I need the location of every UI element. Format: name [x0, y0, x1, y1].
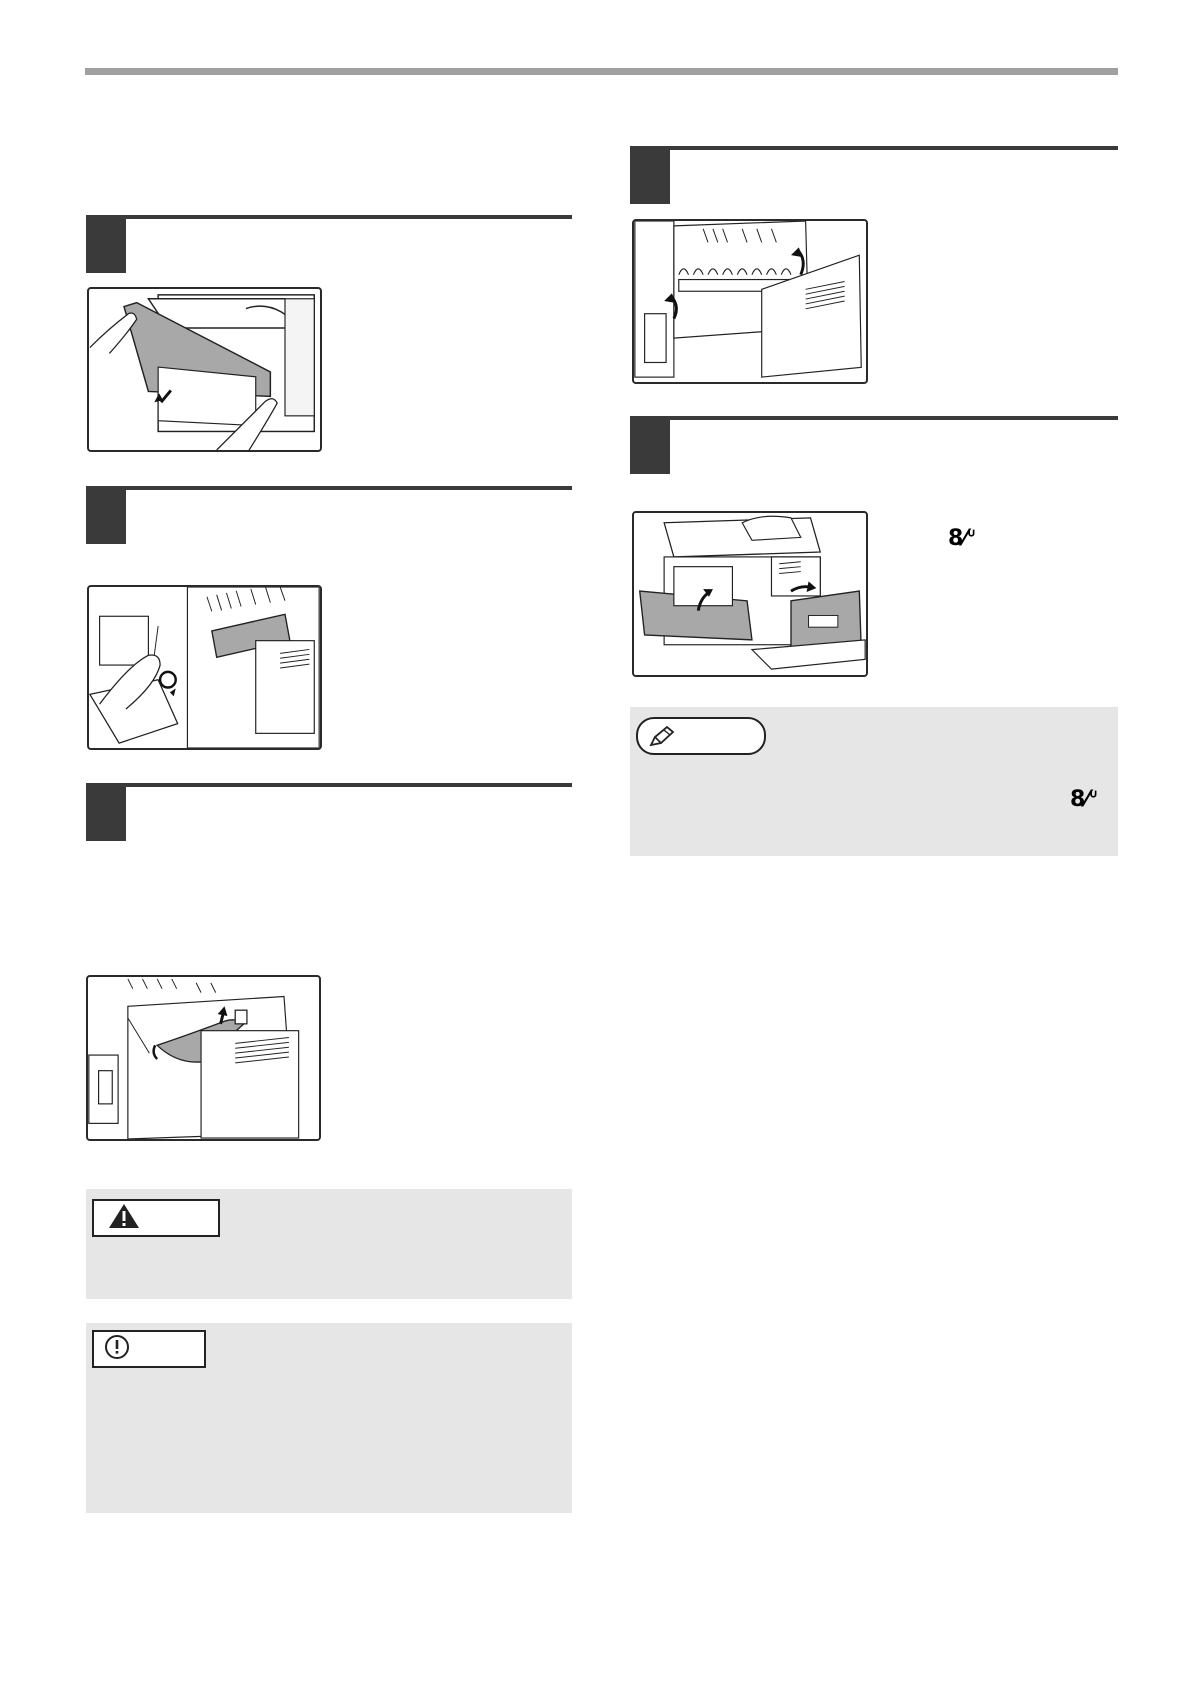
step-5-number-block	[630, 416, 670, 474]
rotate-roller-knob-illustration	[87, 585, 322, 750]
close-covers-illustration	[632, 511, 868, 677]
step-3-header	[86, 783, 572, 841]
caution-panel	[86, 1323, 572, 1513]
remove-misfed-paper-illustration	[86, 975, 321, 1141]
step-2-number-block	[86, 486, 126, 544]
pencil-icon	[648, 726, 676, 753]
step-4-header	[630, 146, 1118, 204]
open-front-cover-illustration	[87, 287, 322, 452]
warning-panel	[86, 1189, 572, 1299]
note-badge	[636, 717, 766, 755]
note-panel	[630, 707, 1118, 856]
step-4-rule	[630, 146, 1118, 150]
step-1-header	[86, 215, 572, 273]
warning-badge	[92, 1199, 220, 1237]
step-1-number-block	[86, 215, 126, 273]
misfeed-indicator-icon-note: 8⁄ᐡ	[1070, 787, 1098, 812]
step-3-number-block	[86, 783, 126, 841]
fusing-levers-illustration	[632, 219, 868, 384]
step-2-rule	[86, 486, 572, 490]
warning-triangle-icon	[108, 1203, 140, 1234]
top-rule	[85, 68, 1118, 75]
step-3-rule	[86, 783, 572, 787]
exclamation-circle-icon	[104, 1334, 130, 1365]
step-2-header	[86, 486, 572, 544]
step-5-header	[630, 416, 1118, 474]
step-4-number-block	[630, 146, 670, 204]
step-5-rule	[630, 416, 1118, 420]
step-1-rule	[86, 215, 572, 219]
caution-badge	[92, 1330, 206, 1368]
misfeed-indicator-icon: 8⁄ᐡ	[948, 526, 976, 551]
